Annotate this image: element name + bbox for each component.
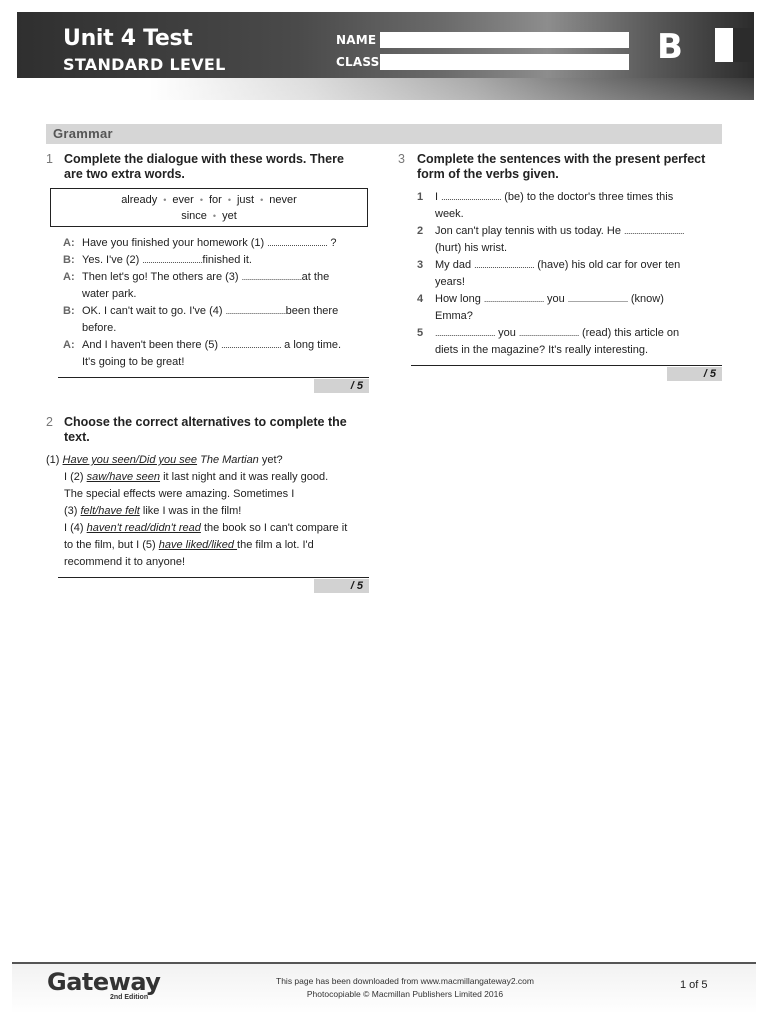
alternative-choice[interactable]: have liked/liked: [158, 539, 238, 551]
header-banner: [17, 12, 754, 100]
sentence-line-cont: (hurt) his wrist.: [435, 242, 508, 254]
text-line: I (4) haven't read/didn't read the book so I can't compare it: [64, 522, 348, 534]
question-number: 4: [417, 293, 424, 305]
text-line: The special effects were amazing. Sometimes I: [64, 488, 295, 500]
word-bank-item: for: [208, 194, 222, 206]
dialogue-line: Have you finished your homework (1) .............................. ?: [82, 237, 337, 249]
exercise-2-number: 2: [46, 415, 53, 429]
question-number: 5: [417, 327, 424, 339]
dialogue-line: OK. I can't wait to go. I've (4) ..............................been there: [82, 305, 339, 317]
exercise-1-number: 1: [46, 152, 53, 166]
exercise-1-instruction-line2: are two extra words.: [64, 167, 185, 181]
gateway-logo: Gateway: [47, 968, 161, 996]
exercise-1-score: / 5: [314, 379, 369, 393]
footer-copyright: Photocopiable © Macmillan Publishers Limited 2016: [306, 989, 504, 999]
section-heading-bar: [46, 124, 722, 144]
dialogue-line: And I haven't been there (5) .............................. a long time.: [82, 339, 342, 351]
question-number: 2: [417, 225, 424, 237]
sentence-line-cont: diets in the magazine? It's really interesting.: [435, 344, 649, 356]
page-number: 1 of 5: [680, 979, 708, 991]
exercise-3-score: / 5: [667, 367, 722, 381]
logo-edition: 2nd Edition: [110, 994, 149, 1001]
dialogue-line-cont: It's going to be great!: [82, 356, 185, 368]
question-number: 3: [417, 259, 424, 271]
word-bank-item: never: [269, 194, 297, 206]
answer-blank[interactable]: ..............................: [441, 192, 502, 202]
level-letter: B: [657, 27, 681, 67]
alternative-choice[interactable]: saw/have seen: [86, 471, 161, 483]
text-line: to the film, but I (5) have liked/liked the film a lot. I'd: [64, 539, 314, 551]
exercise-2-rule: [58, 577, 369, 578]
exercise-3-instruction-line1: Complete the sentences with the present perfect: [417, 152, 706, 166]
answer-blank[interactable]: ..............................: [241, 272, 302, 282]
word-bank: [50, 188, 368, 227]
word-bank-item: just: [236, 194, 255, 206]
level-digit-shape: [715, 28, 753, 62]
exercise-1-rule: [58, 377, 369, 378]
name-label: NAME: [336, 33, 377, 47]
sentence-line: I .............................. (be) to the doctor's three times this: [435, 191, 674, 203]
word-bank-row1: already • ever • for • just • never: [121, 194, 297, 206]
exercise-2-score: / 5: [314, 579, 369, 593]
dialogue-line: Then let's go! The others are (3) ..............................at the: [82, 271, 330, 283]
answer-blank[interactable]: ..............................: [435, 328, 496, 338]
speaker-label: A:: [63, 271, 75, 283]
dialogue-line-cont: water park.: [82, 288, 137, 300]
speaker-label: A:: [63, 339, 75, 351]
exercise-1-instruction-line1: Complete the dialogue with these words. There: [64, 152, 344, 166]
answer-blank[interactable]: ..............................: [624, 226, 685, 236]
name-field[interactable]: [380, 32, 629, 48]
sentence-line: .............................. you .............................. (read) this article on: [435, 327, 680, 339]
answer-blank[interactable]: ..............................: [225, 306, 286, 316]
footer-download-note: This page has been downloaded from www.macmillangateway2.com: [276, 976, 534, 986]
answer-blank[interactable]: ..............................: [267, 238, 328, 248]
sentence-line-cont: years!: [435, 276, 465, 288]
alternative-choice[interactable]: felt/have felt: [80, 505, 140, 517]
level-badge: [657, 27, 754, 67]
sentence-line-cont: week.: [435, 208, 464, 220]
text-line: (1) Have you seen/Did you see The Martian yet?: [46, 454, 283, 466]
sentence-line: My dad .............................. (have) his old car for over ten: [435, 259, 681, 271]
sentence-line-cont: Emma?: [435, 310, 473, 322]
class-label: CLASS: [336, 55, 380, 69]
speaker-label: A:: [63, 237, 75, 249]
speaker-label: B:: [63, 305, 75, 317]
sentence-line: How long .............................. you .............................. (know): [435, 293, 664, 305]
answer-blank[interactable]: ..............................: [474, 260, 535, 270]
word-bank-item: ever: [172, 194, 194, 206]
section-title: Grammar: [53, 126, 113, 141]
sentence-line: Jon can't play tennis with us today. He ..............................: [435, 225, 685, 237]
answer-blank[interactable]: ..............................: [567, 294, 628, 304]
alternative-choice[interactable]: Have you seen/Did you see: [62, 454, 198, 466]
answer-blank[interactable]: ..............................: [518, 328, 579, 338]
exercise-3-instruction-line2: form of the verbs given.: [417, 167, 559, 181]
answer-blank[interactable]: ..............................: [142, 255, 203, 265]
answer-blank[interactable]: ..............................: [483, 294, 544, 304]
test-title: Unit 4 Test: [63, 26, 193, 51]
dialogue-line-cont: before.: [82, 322, 117, 334]
word-bank-item: since: [181, 210, 207, 222]
dialogue-line: Yes. I've (2) ..............................finished it.: [82, 254, 252, 266]
word-bank-item: already: [121, 194, 158, 206]
test-level: STANDARD LEVEL: [63, 55, 226, 74]
answer-blank[interactable]: ..............................: [221, 340, 282, 350]
question-number: 1: [417, 191, 424, 203]
exercise-2-instruction-line2: text.: [64, 430, 90, 444]
text-line: (3) felt/have felt like I was in the film!: [64, 505, 242, 517]
alternative-choice[interactable]: haven't read/didn't read: [86, 522, 201, 534]
text-line: recommend it to anyone!: [64, 556, 186, 568]
speaker-label: B:: [63, 254, 75, 266]
word-bank-item: yet: [222, 210, 237, 222]
class-field[interactable]: [380, 54, 629, 70]
exercise-3-number: 3: [398, 152, 405, 166]
text-line: I (2) saw/have seen it last night and it was really good.: [64, 471, 329, 483]
exercise-3-rule: [411, 365, 722, 366]
exercise-2-instruction-line1: Choose the correct alternatives to complete the: [64, 415, 347, 429]
word-bank-row2: since • yet: [181, 210, 237, 222]
